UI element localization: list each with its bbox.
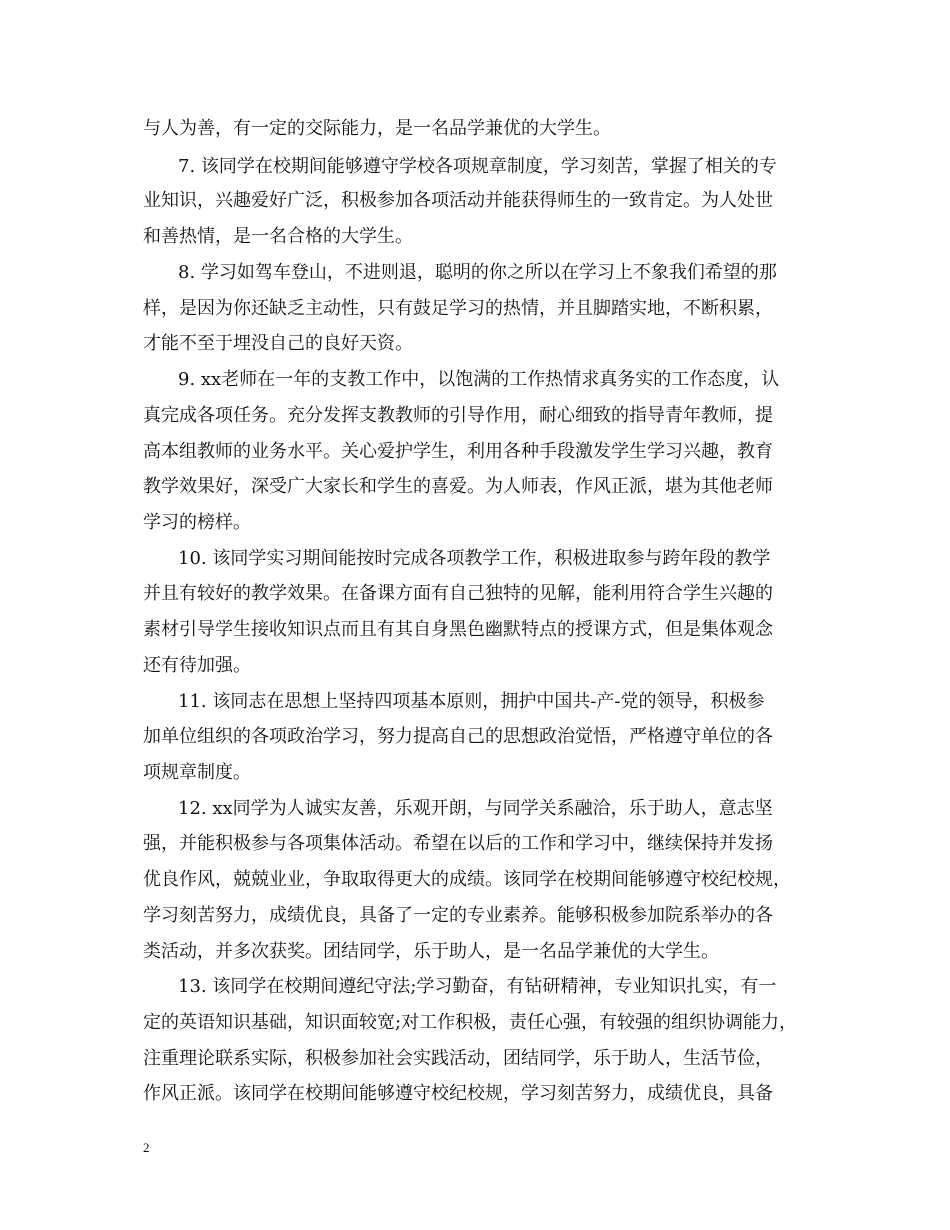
text-line: 强，并能积极参与各项集体活动。希望在以后的工作和学习中，继续保持并发扬 [143, 833, 773, 854]
text-line: 业知识，兴趣爱好广泛，积极参加各项活动并能获得师生的一致肯定。为人处世 [143, 190, 773, 211]
text-line: 样，是因为你还缺乏主动性，只有鼓足学习的热情，并且脚踏实地，不断积累， [143, 298, 773, 319]
text-line: 13. 该同学在校期间遵纪守法;学习勤奋，有钻研精神，专业知识扎实，有一 [178, 976, 777, 997]
text-line: 真完成各项任务。充分发挥支教教师的引导作用，耐心细致的指导青年教师，提 [143, 405, 773, 426]
text-line: 教学效果好，深受广大家长和学生的喜爱。为人师表，作风正派，堪为其他老师 [143, 476, 773, 497]
text-line: 和善热情，是一名合格的大学生。 [143, 226, 413, 247]
text-line: 加单位组织的各项政治学习，努力提高自己的思想政治觉悟，严格遵守单位的各 [143, 726, 773, 747]
text-line: 才能不至于埋没自己的良好天资。 [143, 333, 413, 354]
text-line: 素材引导学生接收知识点而且有其自身黑色幽默特点的授课方式，但是集体观念 [143, 619, 773, 640]
text-line: 10. 该同学实习期间能按时完成各项教学工作，积极进取参与跨年段的教学 [178, 548, 771, 569]
text-line: 注重理论联系实际，积极参加社会实践活动，团结同学，乐于助人，生活节俭， [143, 1048, 773, 1069]
text-line: 7. 该同学在校期间能够遵守学校各项规章制度，学习刻苦，掌握了相关的专 [178, 156, 777, 177]
text-line: 学习刻苦努力，成绩优良，具备了一定的专业素养。能够积极参加院系举办的各 [143, 905, 773, 926]
text-line: 学习的榜样。 [143, 512, 251, 533]
text-line: 12. xx同学为人诚实友善，乐观开朗，与同学关系融洽，乐于助人，意志坚 [178, 798, 773, 819]
text-line: 高本组教师的业务水平。关心爱护学生，利用各种手段激发学生学习兴趣，教育 [143, 441, 773, 462]
page-number: 2 [143, 1140, 150, 1155]
text-line: 与人为善，有一定的交际能力，是一名品学兼优的大学生。 [143, 118, 611, 139]
text-line: 还有待加强。 [143, 655, 251, 676]
text-line: 优良作风，兢兢业业，争取取得更大的成绩。该同学在校期间能够遵守校纪校规， [143, 869, 791, 890]
text-line: 项规章制度。 [143, 762, 251, 783]
text-line: 并且有较好的教学效果。在备课方面有自己独特的见解，能利用符合学生兴趣的 [143, 583, 773, 604]
text-line: 11. 该同志在思想上坚持四项基本原则，拥护中国共-产-党的领导，积极参 [178, 691, 765, 712]
text-line: 定的英语知识基础，知识面较宽;对工作积极，责任心强，有较强的组织协调能力， [143, 1012, 798, 1033]
text-line: 类活动，并多次获奖。团结同学，乐于助人，是一名品学兼优的大学生。 [143, 941, 719, 962]
text-line: 8. 学习如驾车登山，不进则退，聪明的你之所以在学习上不象我们希望的那 [178, 262, 777, 283]
text-line: 9. xx老师在一年的支教工作中，以饱满的工作热情求真务实的工作态度，认 [178, 369, 780, 390]
text-line: 作风正派。该同学在校期间能够遵守校纪校规，学习刻苦努力，成绩优良，具备 [143, 1083, 773, 1104]
